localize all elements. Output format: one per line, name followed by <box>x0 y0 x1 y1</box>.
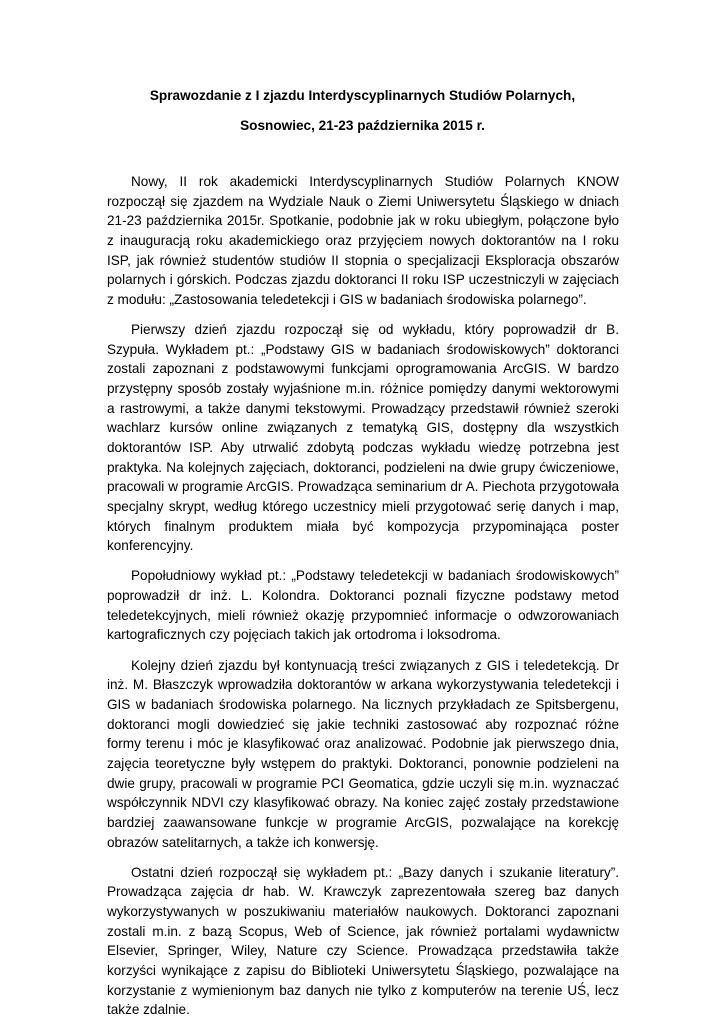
paragraph-day-two: Kolejny dzień zjazdu był kontynuacją treści związanych z GIS i teledetekcją. Dr inż. M. Błaszczyk wprowadziła doktorantów w arkana wykorzystywania teledetekcji i GIS w badaniach środowiska polarnego. Na licznych przykładach ze Spitsbergenu, doktoranci mogli dowiedzieć się jakie techniki zastosować aby rozpoznać różne formy terenu i móc je klasyfikować oraz analizować. Podobnie jak pierwszego dnia, zajęcia teoretyczne były wstępem do praktyki. Doktoranci, ponownie podzieleni na dwie grupy, pracowali w programie PCI Geomatica, gdzie uczyli się m.in. wyznaczać współczynnik NDVI czy klasyfikować obrazy. Na koniec zajęć zostały przedstawione bardziej zaawansowane funkcje w programie ArcGIS, pozwalające na korekcję obrazów satelitarnych, a także ich konwersję. <box>107 657 619 850</box>
report-body <box>107 172 619 1030</box>
paragraph-day-three: Ostatni dzień rozpoczął się wykładem pt.: „Bazy danych i szukanie literatury”. Prowadząca zajęcia dr hab. W. Krawczyk zaprezentowała szereg baz danych wykorzystywanych w poszukiwaniu materiałów naukowych. Doktoranci zapoznani zostali m.in. z bazą Scopus, Web of Science, jak również portalami wydawnictw Elsevier, Springer, Wiley, Nature czy Science. Prowadząca przedstawiła także korzyści wynikające z zapisu do Biblioteki Uniwersytetu Śląskiego, pozwalające na korzystanie z wymienionym baz danych nie tylko z komputerów na terenie UŚ, lecz także zdalnie. <box>107 864 619 1018</box>
paragraph-day-one-gis: Pierwszy dzień zjazdu rozpoczął się od wykładu, który poprowadził dr B. Szypuła. Wykładem pt.: „Podstawy GIS w badaniach środowiskowych” doktoranci zostali zapoznani z podstawowymi funkcjami oprogramowania ArcGIS. W bardzo przystępny sposób zostały wyjaśnione m.in. różnice pomiędzy danymi wektorowymi a rastrowymi, a także danymi tekstowymi. Prowadzący przedstawił również szeroki wachlarz kursów online związanych z tematyką GIS, dostępny dla wszystkich doktorantów ISP. Aby utrwalić zdobytą podczas wykładu wiedzę potrzebna jest praktyka. Na kolejnych zajęciach, doktoranci, podzieleni na dwie grupy ćwiczeniowe, pracowali w programie ArcGIS. Prowadząca seminarium dr A. Piechota przygotowała specjalny skrypt, według którego uczestnicy mieli przygotować serię danych i map, których finalnym produktem miała być kompozycja przypominająca poster konferencyjny. <box>107 322 619 554</box>
paragraph-intro: Nowy, II rok akademicki Interdyscyplinarnych Studiów Polarnych KNOW rozpoczął się zjazdem na Wydziale Nauk o Ziemi Uniwersytetu Śląskiego w dniach 21-23 października 2015r. Spotkanie, podobnie jak w roku ubiegłym, połączone było z inauguracją roku akademickiego oraz przyjęciem nowych doktorantów na I roku ISP, jak również studentów studiów II stopnia o specjalizacji Eksploracja obszarów polarnych i górskich. Podczas zjazdu doktoranci II roku ISP uczestniczyli w zajęciach z modułu: „Zastosowania teledetekcji i GIS w badaniach środowiska polarnego”. <box>107 174 619 307</box>
paragraph-day-one-remote-sensing: Popołudniowy wykład pt.: „Podstawy teledetekcji w badaniach środowiskowych” poprowadził dr inż. L. Kolondra. Doktoranci poznali fizyczne podstawy metod teledetekcyjnych, mieli również okazję przypomnieć informacje o odwzorowaniach kartograficznych czy pojęciach takich jak ortodroma i loksodroma. <box>107 568 619 643</box>
report-title: Sprawozdanie z I zjazdu Interdyscyplinarnych Studiów Polarnych, <box>149 88 576 103</box>
report-date-location: Sosnowiec, 21-23 października 2015 r. <box>240 118 485 133</box>
